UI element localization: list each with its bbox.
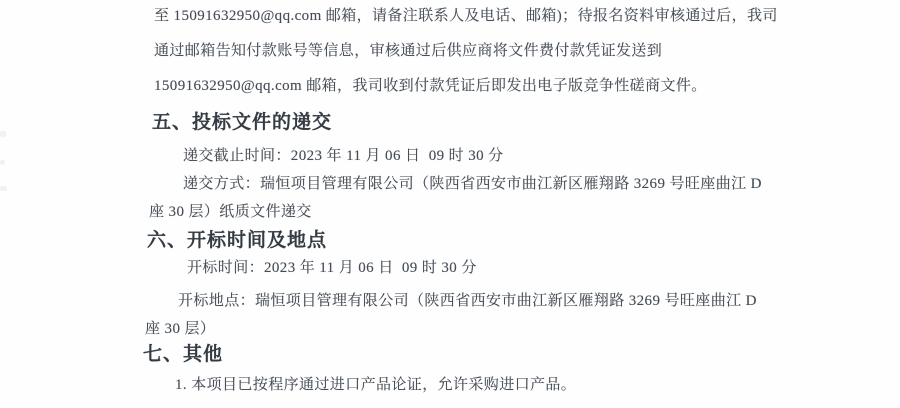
submission-method-line-1: 递交方式：瑞恒项目管理有限公司（陕西省西安市曲江新区雁翔路 3269 号旺座曲江 D bbox=[183, 176, 762, 192]
section-5-heading: 五、投标文件的递交 bbox=[152, 112, 333, 133]
bid-opening-place-line-1: 开标地点：瑞恒项目管理有限公司（陕西省西安市曲江新区雁翔路 3269 号旺座曲江 D bbox=[178, 293, 757, 309]
scan-artifact bbox=[0, 160, 5, 165]
intro-paragraph-line-2: 通过邮箱告知付款账号等信息，审核通过后供应商将文件费付款凭证发送到 bbox=[154, 43, 663, 59]
section-6-heading: 六、开标时间及地点 bbox=[147, 230, 328, 251]
bid-opening-place-line-2: 座 30 层） bbox=[145, 321, 216, 337]
scan-artifact bbox=[0, 131, 6, 137]
other-item-1-line: 1. 本项目已按程序通过进口产品论证，允许采购进口产品。 bbox=[175, 377, 577, 393]
intro-paragraph-line-3: 15091632950@qq.com 邮箱，我司收到付款凭证后即发出电子版竞争性磋商文件。 bbox=[154, 78, 707, 94]
bid-opening-time-line: 开标时间：2023 年 11 月 06 日 09 时 30 分 bbox=[187, 260, 477, 276]
section-7-heading: 七、其他 bbox=[143, 344, 224, 365]
scan-artifact bbox=[0, 186, 7, 191]
intro-paragraph-line-1: 至 15091632950@qq.com 邮箱，请备注联系人及电话、邮箱)；待报名资料审核通过后，我司 bbox=[154, 8, 778, 24]
submission-method-line-2: 座 30 层）纸质文件递交 bbox=[149, 204, 312, 220]
submission-deadline-line: 递交截止时间：2023 年 11 月 06 日 09 时 30 分 bbox=[183, 148, 504, 164]
